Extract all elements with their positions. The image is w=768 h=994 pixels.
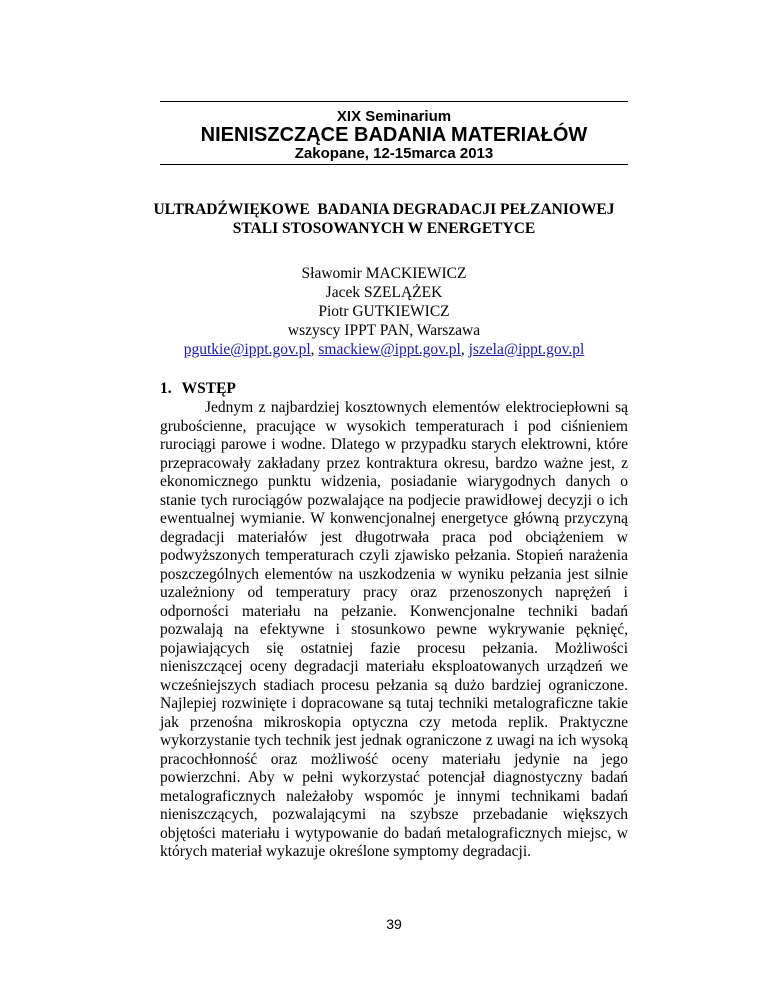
paper-title-line-1: ULTRADŹWIĘKOWE BADANIA DEGRADACJI PEŁZANIOWEJ — [153, 201, 615, 218]
author-block — [100, 264, 668, 359]
author-affiliation: wszyscy IPPT PAN, Warszawa — [287, 322, 481, 339]
paper-title — [100, 200, 668, 238]
email-link-mackiewicz[interactable]: smackiew@ippt.gov.pl — [318, 341, 461, 358]
seminar-location-date: Zakopane, 12-15marca 2013 — [294, 145, 494, 162]
paper-title-line-2: STALI STOSOWANYCH W ENERGETYCE — [232, 220, 536, 237]
email-link-gutkiewicz[interactable]: pgutkie@ippt.gov.pl — [183, 341, 311, 358]
page-number: 39 — [386, 916, 402, 932]
author-name: Piotr GUTKIEWICZ — [318, 303, 450, 320]
email-separator: , — [310, 341, 319, 358]
author-name: Jacek SZELĄŻEK — [325, 284, 443, 301]
body-paragraph: Jednym z najbardziej kosztownych elementów elektrociepłowni są grubościenne, pracujące w wysokich temperaturach i pod ciśnieniem rurociągi parowe i wodne. Dlatego w przypadku starych elektrowni, które przepracowały zakładany przez kontraktura okresu, bardzo ważne jest, z ekonomicznego punktu widzenia, posiadanie wiarygodnych danych o stanie tych rurociągów pozwalające na podjecie prawidłowej decyzji o ich ewentualnej wymianie. W konwencjonalnej energetyce główną przyczyną degradacji materiałów jest długotrwała praca pod obciążeniem w podwyższonych temperaturach czyli zjawisko pełzania. Stopień narażenia poszczególnych elementów na uszkodzenia w wyniku pełzania jest silnie uzależniony od temperatury pracy oraz przenoszonych naprężeń i odporności materiału na pełzanie. Konwencjonalne techniki badań pozwalają na efektywne i stosunkowo pewne wykrywanie pęknięć, pojawiających się ostatniej fazie procesu pełzania. Możliwości nieniszczącej oceny degradacji materiału eksploatowanych urządzeń we wcześniejszych stadiach procesu pełzania są dużo bardziej ograniczone. Najlepiej rozwinięte i dopracowane są tutaj techniki metalograficzne takie jak przenośna mikroskopia optyczna czy metoda replik. Praktyczne wykorzystanie tych technik jest jednak ograniczone z uwagi na ich wysoką pracochłonność oraz możliwość oceny materiału jedynie na jego powierzchni. Aby w pełni wykorzystać potencjał diagnostyczny badań metalograficznych należałoby wspomóc je innymi technikami badań nieniszczących, pozwalającymi na szybsze przebadanie większych objętości materiału i wytypowanie do badań metalograficznych miejsc, w których materiał wykazuje określone symptomy degradacji. — [160, 399, 628, 860]
email-link-szelazek[interactable]: jszela@ippt.gov.pl — [468, 341, 585, 358]
author-name: Sławomir MACKIEWICZ — [301, 265, 467, 282]
section-heading — [160, 380, 236, 398]
section-title: WSTĘP — [181, 380, 236, 397]
seminar-label: XIX Seminarium — [336, 108, 452, 125]
section-number: 1. — [160, 380, 172, 397]
author-emails — [100, 340, 668, 359]
email-separator: , — [460, 341, 469, 358]
seminar-title: NIENISZCZĄCE BADANIA MATERIAŁÓW — [200, 124, 588, 146]
header-bottom-rule — [160, 164, 628, 165]
header-top-rule — [160, 101, 628, 102]
